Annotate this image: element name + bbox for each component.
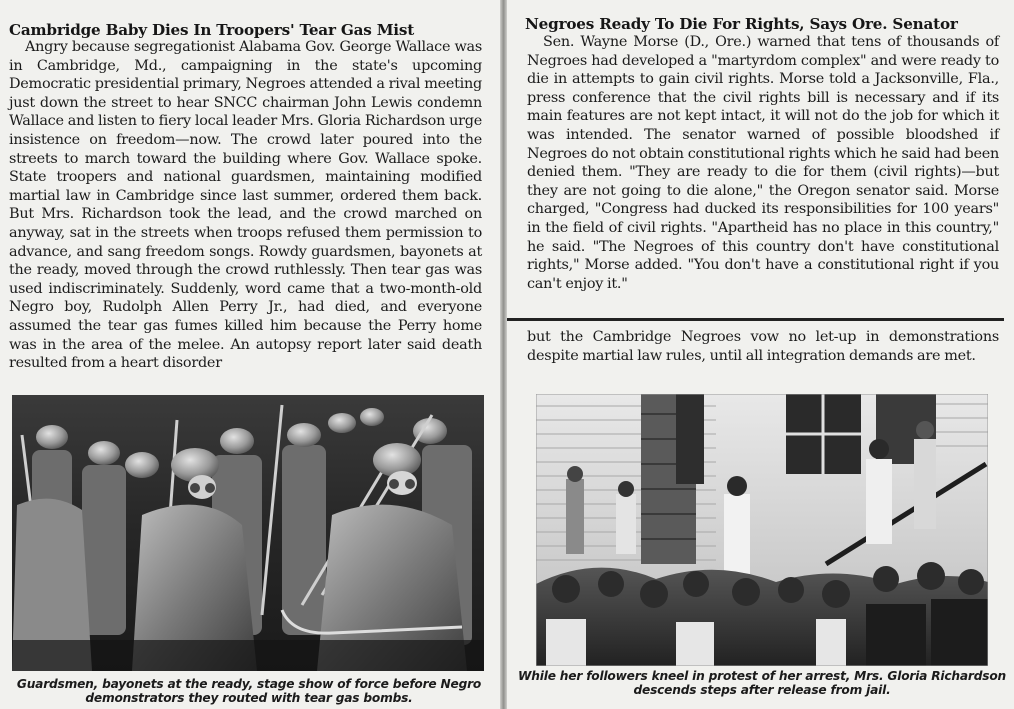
richardson-photo	[536, 394, 988, 666]
section-divider	[507, 318, 1004, 321]
cambridge-article-body: Angry because segregationist Alabama Gov. George Wallace was in Cambridge, Md., campaigning in the state's upcoming Democratic presidential primary, Negroes attended a rival meeting just down the street to hear SNCC chairman John Lewis condemn Wallace and listen to fiery local leader Mrs. Gloria Richardson urge insistence on freedom—now. The crowd later poured into the streets to march toward the building where Gov. Wallace spoke. State troopers and national guardsmen, maintaining modified martial law in Cambridge since last summer, ordered them back. But Mrs. Richardson took the lead, and the crowd marched on anyway, sat in the streets when troops refused them permission to advance, and sang freedom songs. Rowdy guardsmen, bayonets at the ready, moved through the crowd ruthlessly. Then tear gas was used indiscriminately. Suddenly, word came that a two-month-old Negro boy, Rudolph Allen Perry Jr., had died, and everyone assumed the tear gas fumes killed him because the Perry home was in the area of the melee. An autopsy report later said death resulted from a heart disorder	[9, 39, 482, 372]
right-page	[507, 0, 1014, 709]
guardsmen-photo-caption: Guardsmen, bayonets at the ready, stage show of force before Negro demonstrators they routed with tear gas bombs.	[16, 677, 482, 705]
guardsmen-photo	[12, 395, 484, 671]
guardsmen-photo-image	[12, 395, 484, 671]
richardson-photo-caption: While her followers kneel in protest of her arrest, Mrs. Gloria Richardson descends steps after release from jail.	[518, 669, 1006, 697]
left-page	[0, 0, 500, 709]
richardson-photo-image	[536, 394, 988, 666]
senator-article-body: Sen. Wayne Morse (D., Ore.) warned that tens of thousands of Negroes had developed a "martyrdom complex" and were ready to die in attempts to gain civil rights. Morse told a Jacksonville, Fla., press conference that the civil rights bill is necessary and if its main features are not kept intact, it will not do the job for which it was intended. The senator warned of possible bloodshed if Negroes do not obtain constitutional rights which he said had been denied them. "They are ready to die for them (civil rights)—but they are not going to die alone," the Oregon senator said. Morse charged, "Congress had ducked its responsibilities for 100 years" in the field of civil rights. "Apartheid has no place in this country," he said. "The Negroes of this country don't have constitutional rights," Morse added. "You don't have a constitutional right if you can't enjoy it."	[527, 34, 999, 292]
cambridge-continuation-body: but the Cambridge Negroes vow no let-up in demonstrations despite martial law rules, until all integration demands are met.	[527, 329, 999, 364]
cambridge-headline: Cambridge Baby Dies In Troopers' Tear Gas Mist	[9, 21, 415, 39]
senator-headline: Negroes Ready To Die For Rights, Says Ore. Senator	[525, 15, 958, 33]
page-gutter	[500, 0, 507, 709]
